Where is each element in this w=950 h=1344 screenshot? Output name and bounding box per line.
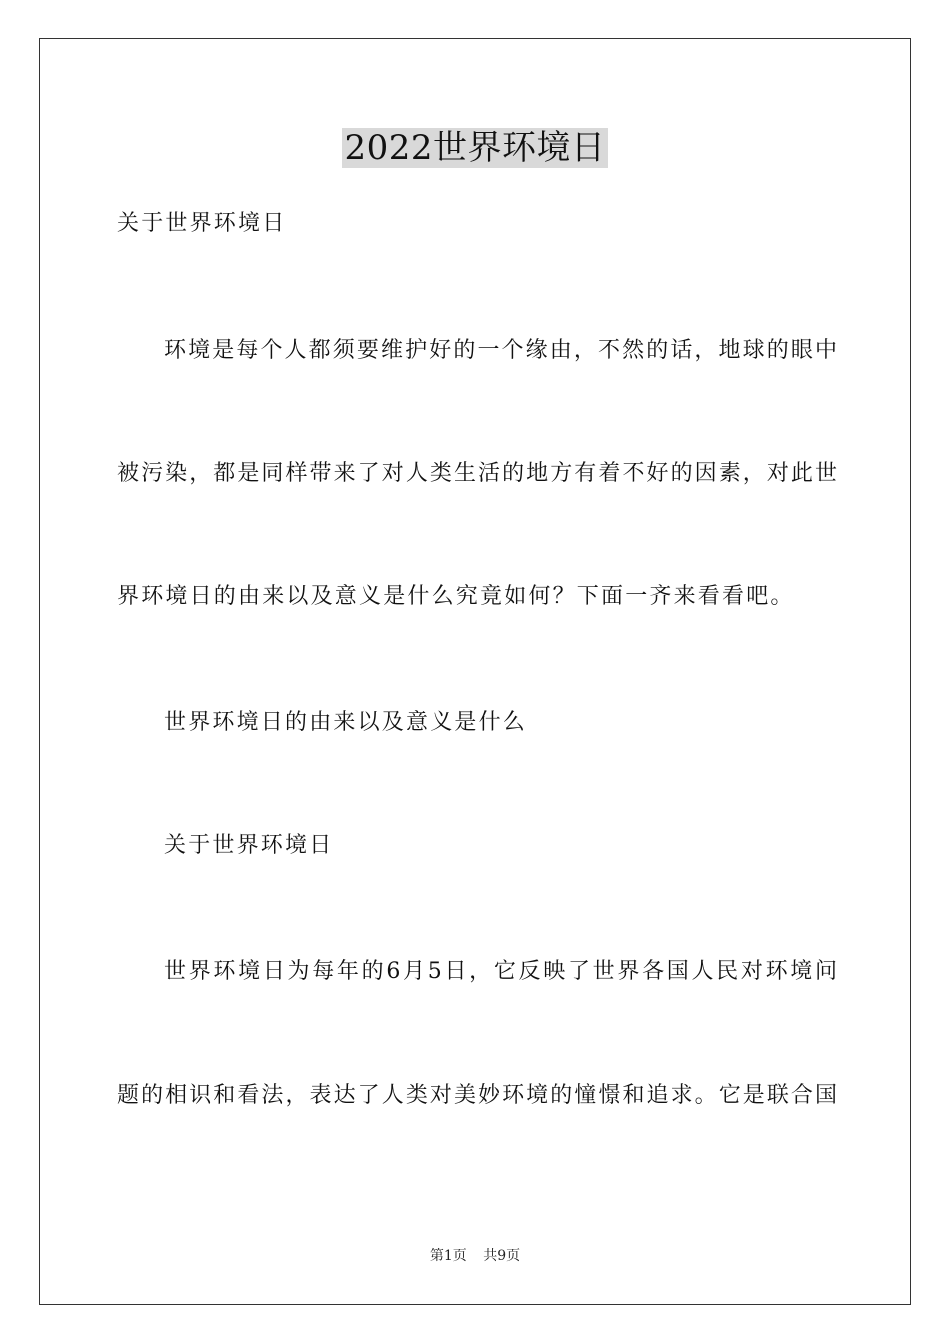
paragraph-line: 界环境日的由来以及意义是什么究竟如何？下面一齐来看看吧。 xyxy=(117,584,795,609)
subheading: 关于世界环境日 xyxy=(164,833,334,858)
section-heading: 关于世界环境日 xyxy=(117,211,287,236)
page-number-total: 共9页 xyxy=(483,1248,521,1264)
page-footer xyxy=(0,1246,950,1266)
subheading: 世界环境日的由来以及意义是什么 xyxy=(164,710,528,735)
paragraph-line: 被污染，都是同样带来了对人类生活的地方有着不好的因素，对此世 xyxy=(117,461,837,486)
paragraph-line: 题的相识和看法，表达了人类对美妙环境的憧憬和追求。它是联合国 xyxy=(117,1083,837,1108)
paragraph-line: 环境是每个人都须要维护好的一个缘由，不然的话，地球的眼中 xyxy=(164,338,837,363)
paragraph-line: 世界环境日为每年的6月5日，它反映了世界各国人民对环境问 xyxy=(164,959,837,984)
document-title-text: 2022世界环境日 xyxy=(344,128,606,168)
page-number-current: 第1页 xyxy=(429,1248,467,1264)
document-title xyxy=(0,128,950,168)
